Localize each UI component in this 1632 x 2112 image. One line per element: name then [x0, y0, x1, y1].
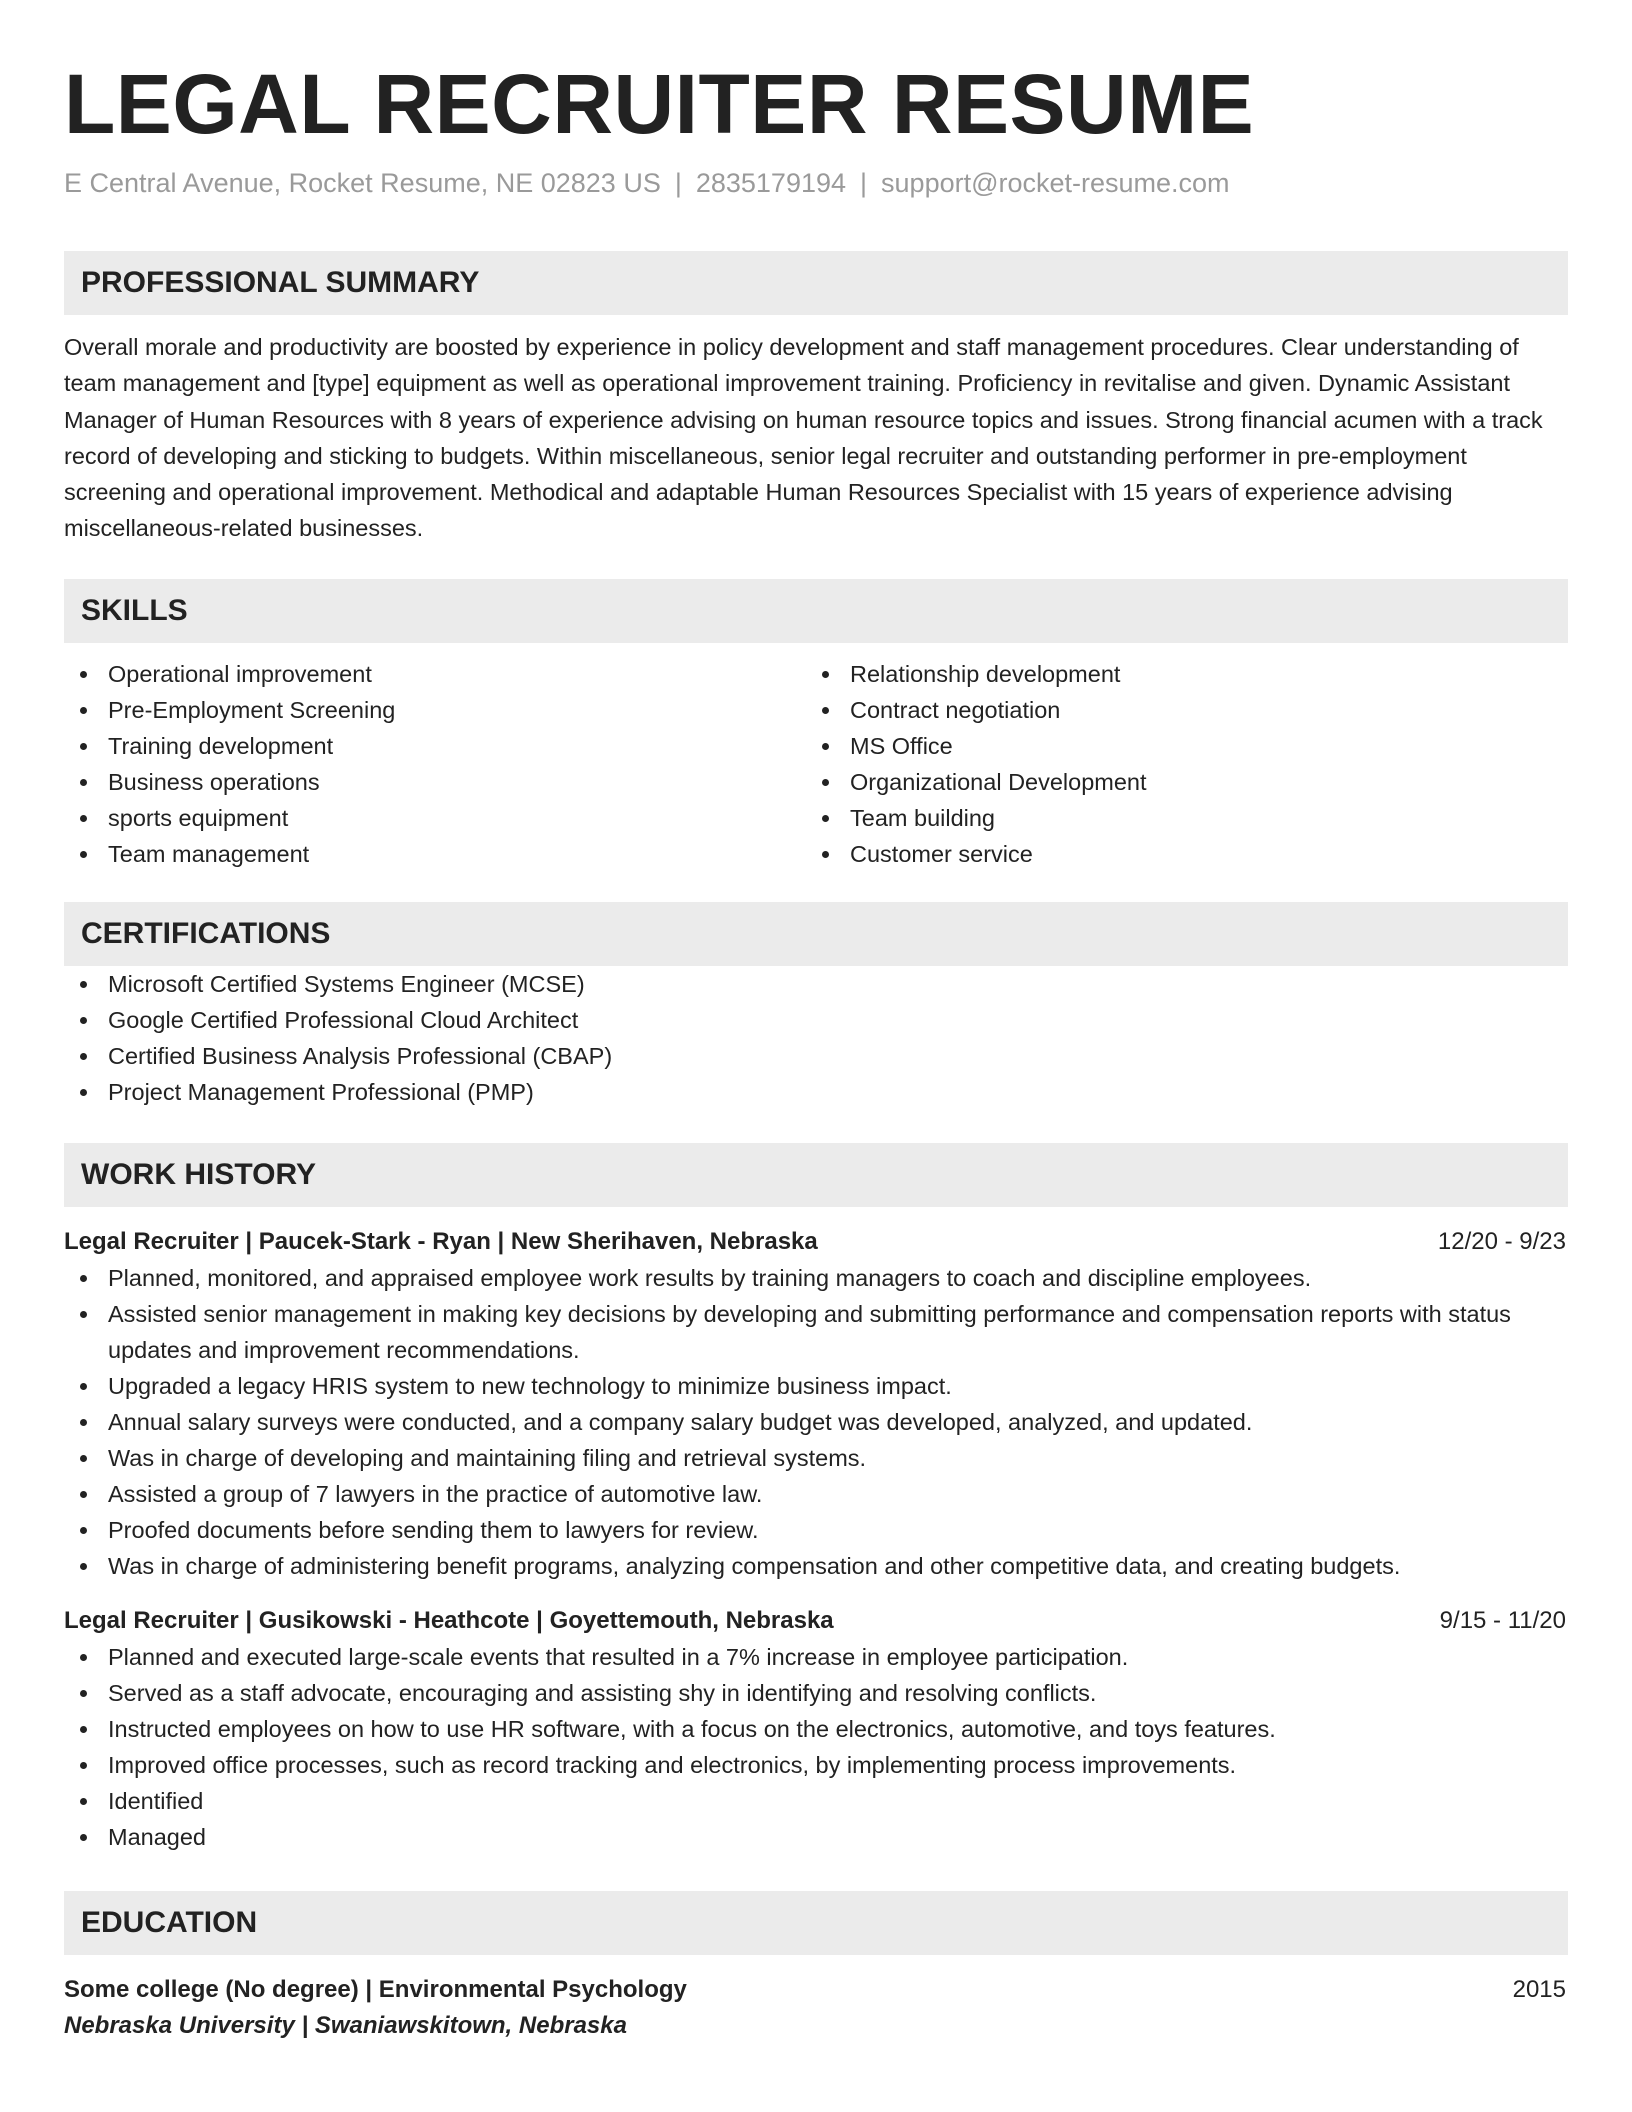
- section-heading-certifications: CERTIFICATIONS: [64, 902, 1568, 966]
- certifications-list: [64, 966, 1568, 1110]
- job-bullet: Improved office processes, such as record tracking and electronics, by implementing process improvements.: [64, 1747, 1568, 1783]
- job-bullet: Served as a staff advocate, encouraging and assisting shy in identifying and resolving conflicts.: [64, 1675, 1568, 1711]
- skill-item: Team management: [64, 836, 806, 872]
- summary-text: Overall morale and productivity are boosted by experience in policy development and staff management procedures. Clear understanding of team management and [type] equipment as well as operational improvement training. Proficiency in revitalise and given. Dynamic Assistant Manager of Human Resources with 8 years of experience advising on human resource topics and issues. Strong financial acumen with a track record of developing and sticking to budgets. Within miscellaneous, senior legal recruiter and outstanding performer in pre-employment screening and operational improvement. Methodical and adaptable Human Resources Specialist with 15 years of experience advising miscellaneous-related businesses.: [64, 334, 1543, 542]
- skill-item: sports equipment: [64, 800, 806, 836]
- skill-item: Training development: [64, 728, 806, 764]
- contact-separator: |: [674, 168, 682, 198]
- job-bullet: Was in charge of developing and maintaining filing and retrieval systems.: [64, 1440, 1568, 1476]
- job-bullet: Instructed employees on how to use HR software, with a focus on the electronics, automotive, and toys features.: [64, 1711, 1568, 1747]
- contact-separator: |: [860, 168, 868, 198]
- section-heading-education: EDUCATION: [64, 1891, 1568, 1955]
- job-bullet: Identified: [64, 1783, 1568, 1819]
- job-bullet: Annual salary surveys were conducted, and a company salary budget was developed, analyzed, and updated.: [64, 1404, 1568, 1440]
- skill-item: Pre-Employment Screening: [64, 692, 806, 728]
- section-heading-work-history: WORK HISTORY: [64, 1143, 1568, 1207]
- skill-item: Organizational Development: [806, 764, 1548, 800]
- contact-line: [64, 166, 1568, 200]
- education-degree: Some college (No degree) | Environmental Psychology: [64, 1975, 687, 2003]
- job-bullet-list: [64, 1639, 1568, 1855]
- skill-item: Contract negotiation: [806, 692, 1548, 728]
- resume-page: [64, 0, 1568, 2044]
- contact-email: support@rocket-resume.com: [881, 168, 1230, 198]
- certification-item: Certified Business Analysis Professional (CBAP): [64, 1038, 1568, 1074]
- certification-item: Project Management Professional (PMP): [64, 1074, 1568, 1110]
- job-bullet: Planned and executed large-scale events that resulted in a 7% increase in employee participation.: [64, 1639, 1568, 1675]
- education-header: [64, 1972, 1568, 2008]
- skill-item: MS Office: [806, 728, 1548, 764]
- education-school: Nebraska University | Swaniawskitown, Nebraska: [64, 2011, 627, 2039]
- contact-phone: 2835179194: [695, 168, 847, 198]
- certification-item: Google Certified Professional Cloud Architect: [64, 1002, 1568, 1038]
- section-heading-skills: SKILLS: [64, 579, 1568, 643]
- job-header: [64, 1224, 1568, 1260]
- job-title: Legal Recruiter | Gusikowski - Heathcote | Goyettemouth, Nebraska: [64, 1606, 834, 1634]
- job-bullet: Was in charge of administering benefit programs, analyzing compensation and other competitive data, and creating budgets.: [64, 1548, 1568, 1584]
- resume-title: LEGAL RECRUITER RESUME: [64, 57, 1255, 151]
- section-heading-summary: PROFESSIONAL SUMMARY: [64, 251, 1568, 315]
- job-dates: 12/20 - 9/23: [1437, 1227, 1566, 1255]
- job-bullet: Assisted senior management in making key decisions by developing and submitting performance and compensation reports with status updates and improvement recommendations.: [64, 1296, 1568, 1368]
- skill-item: Operational improvement: [64, 656, 806, 692]
- job-bullet-list: [64, 1260, 1568, 1584]
- skills-list-right: [806, 656, 1548, 872]
- education-year: 2015: [1512, 1975, 1566, 2003]
- job-bullet: Planned, monitored, and appraised employee work results by training managers to coach and discipline employees.: [64, 1260, 1568, 1296]
- job-bullet: Proofed documents before sending them to lawyers for review.: [64, 1512, 1568, 1548]
- skill-item: Team building: [806, 800, 1548, 836]
- skills-list-left: [64, 656, 806, 872]
- contact-address: E Central Avenue, Rocket Resume, NE 02823 US: [64, 168, 661, 198]
- job-title: Legal Recruiter | Paucek-Stark - Ryan | New Sherihaven, Nebraska: [64, 1227, 818, 1255]
- skill-item: Relationship development: [806, 656, 1548, 692]
- job-dates: 9/15 - 11/20: [1439, 1606, 1566, 1634]
- skill-item: Customer service: [806, 836, 1548, 872]
- job-bullet: Managed: [64, 1819, 1568, 1855]
- skill-item: Business operations: [64, 764, 806, 800]
- skills-grid: [64, 656, 1568, 872]
- job-bullet: Upgraded a legacy HRIS system to new technology to minimize business impact.: [64, 1368, 1568, 1404]
- certification-item: Microsoft Certified Systems Engineer (MCSE): [64, 966, 1568, 1002]
- job-bullet: Assisted a group of 7 lawyers in the practice of automotive law.: [64, 1476, 1568, 1512]
- job-header: [64, 1603, 1568, 1639]
